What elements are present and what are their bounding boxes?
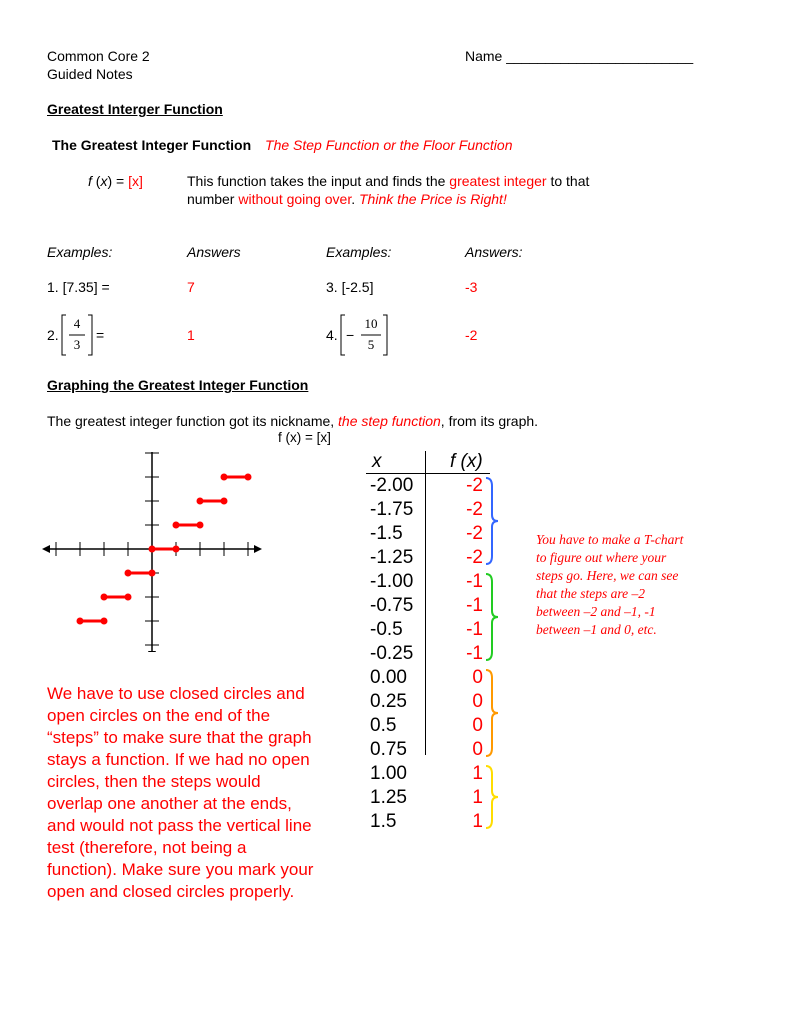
side-note-line: between –2 and –1, -1 (536, 604, 656, 619)
open-circle (173, 546, 180, 553)
t-chart-fx-value: -2 (466, 523, 483, 544)
open-circle (245, 474, 252, 481)
example-2-label: 2. (47, 327, 59, 343)
t-chart-vline (425, 451, 426, 755)
example-4-denominator: 5 (367, 337, 375, 352)
t-chart-x-value: -2.00 (370, 475, 414, 496)
intro-text-2: , from its graph. (440, 413, 539, 429)
desc-price-is-right: Think the Price is Right! (359, 191, 507, 207)
brace-group-2 (486, 574, 498, 660)
big-note-line: open and closed circles properly. (47, 882, 295, 901)
t-chart-x-value: 1.00 (370, 763, 407, 784)
side-note-line: to figure out where your (536, 550, 667, 565)
t-chart-fx-value: -2 (466, 499, 483, 520)
section-title-greatest-integer: Greatest Interger Function (47, 101, 223, 117)
t-chart-header-fx: f (x) (450, 451, 483, 472)
example-3: 3. [-2.5] (326, 279, 374, 295)
notation-x: x (100, 173, 108, 189)
notes-type: Guided Notes (47, 66, 133, 82)
desc-greatest-integer: greatest integer (449, 173, 547, 189)
big-note-line: We have to use closed circles and (47, 684, 305, 703)
graph-label: f (x) = [x] (278, 430, 331, 445)
notation-f: f (88, 173, 92, 189)
examples-header-1: Examples: (47, 244, 113, 260)
big-note-line: function). Make sure you mark your (47, 860, 314, 879)
name-field-label: Name ________________________ (465, 48, 694, 64)
open-circle (149, 570, 156, 577)
closed-circle (149, 546, 156, 553)
big-note-line: and would not pass the vertical line (47, 816, 312, 835)
x-axis-arrow-left-icon (42, 545, 50, 553)
t-chart-header-x: x (372, 451, 382, 472)
answer-3: -3 (465, 279, 478, 295)
closed-circle (221, 474, 228, 481)
t-chart-fx-value: 0 (472, 715, 483, 736)
answer-4: -2 (465, 327, 478, 343)
description-line1 (187, 173, 589, 189)
desc-text-2: to that (546, 173, 590, 189)
t-chart-x-value: -0.5 (370, 619, 403, 640)
big-note-line: test (therefore, not being a (47, 838, 247, 857)
intro-text: The greatest integer function got its nickname, (47, 413, 339, 429)
example-4-numerator: 10 (364, 316, 378, 331)
section-title-graphing: Graphing the Greatest Integer Function (47, 377, 309, 393)
t-chart-x-value: -0.75 (370, 595, 414, 616)
answers-header-1: Answers (187, 244, 241, 260)
t-chart-fx-value: -1 (466, 595, 483, 616)
notation-bracket: [x] (128, 173, 143, 189)
open-circle (125, 594, 132, 601)
open-circle (197, 522, 204, 529)
step-function-graph (42, 452, 272, 652)
closed-circle (77, 618, 84, 625)
t-chart-x-value: -1.75 (370, 499, 414, 520)
t-chart-x-value: 0.00 (370, 667, 407, 688)
intro-step-function: the step function (338, 413, 441, 429)
example-2-numerator: 4 (73, 316, 81, 331)
t-chart-fx-value: 1 (472, 787, 483, 808)
big-note-line: circles, then the steps would (47, 772, 261, 791)
subtitle-alt: The Step Function or the Floor Function (265, 137, 513, 153)
intro-line (47, 413, 538, 429)
closed-circle (173, 522, 180, 529)
subtitle-line (52, 137, 513, 153)
t-chart-fx-value: 1 (472, 763, 483, 784)
example-2-denominator: 3 (73, 337, 81, 352)
side-note-line: between –1 and 0, etc. (536, 622, 657, 637)
description-line2 (187, 191, 507, 207)
y-axis-arrow-down-icon (148, 651, 156, 652)
answers-header-2: Answers: (465, 244, 523, 260)
desc-text: This function takes the input and finds the (187, 173, 450, 189)
course-name: Common Core 2 (47, 48, 150, 64)
big-note-line: “steps” to make sure that the graph (47, 728, 312, 747)
t-chart-fx-value: 1 (472, 811, 483, 832)
brace-group-3 (486, 670, 498, 756)
side-note-line: steps go. Here, we can see (536, 568, 679, 583)
subtitle-main: The Greatest Integer Function (52, 137, 252, 153)
answer-1: 7 (187, 279, 195, 295)
desc-without-going-over: without going over (238, 191, 352, 207)
brace-group-1 (486, 478, 498, 564)
t-chart-x-value: 0.25 (370, 691, 407, 712)
t-chart-x-value: -1.25 (370, 547, 414, 568)
t-chart-fx-value: -1 (466, 643, 483, 664)
open-circle (221, 498, 228, 505)
closed-open-circles-note (47, 683, 313, 903)
closed-circle (197, 498, 204, 505)
closed-circle (101, 594, 108, 601)
t-chart-x-value: 1.25 (370, 787, 407, 808)
x-axis-arrow-right-icon (254, 545, 262, 553)
t-chart-x-value: 0.75 (370, 739, 407, 760)
open-circle (101, 618, 108, 625)
example-2-equals: = (96, 327, 105, 343)
desc-period: . (351, 191, 359, 207)
answer-2: 1 (187, 327, 195, 343)
example-4-label: 4. (326, 327, 338, 343)
example-1: 1. [7.35] = (47, 279, 110, 295)
t-chart-fx-value: -2 (466, 547, 483, 568)
t-chart-fx-value: 0 (472, 739, 483, 760)
t-chart-fx-value: 0 (472, 667, 483, 688)
big-note-line: open circles on the end of the (47, 706, 271, 725)
t-chart-x-value: -1.00 (370, 571, 414, 592)
t-chart-fx-value: -2 (466, 475, 483, 496)
t-chart-x-value: 1.5 (370, 811, 397, 832)
example-4-sign: − (346, 327, 355, 343)
example-2-fraction (60, 313, 94, 357)
closed-circle (125, 570, 132, 577)
function-notation: f (x) = [x] (88, 173, 143, 189)
example-4-fraction (339, 313, 389, 357)
desc-text-3: number (187, 191, 239, 207)
notation-equals: = (112, 173, 129, 189)
big-note-line: stays a function. If we had no open (47, 750, 310, 769)
side-note (536, 531, 683, 639)
brace-group-4 (486, 766, 498, 828)
side-note-line: You have to make a T-chart (536, 532, 684, 547)
t-chart-braces (484, 470, 508, 830)
t-chart-x-value: 0.5 (370, 715, 397, 736)
big-note-line: overlap one another at the ends, (47, 794, 292, 813)
t-chart-fx-value: -1 (466, 571, 483, 592)
t-chart-fx-value: 0 (472, 691, 483, 712)
t-chart-x-value: -1.5 (370, 523, 403, 544)
examples-header-2: Examples: (326, 244, 392, 260)
t-chart-x-value: -0.25 (370, 643, 414, 664)
side-note-line: that the steps are –2 (536, 586, 645, 601)
t-chart-fx-value: -1 (466, 619, 483, 640)
